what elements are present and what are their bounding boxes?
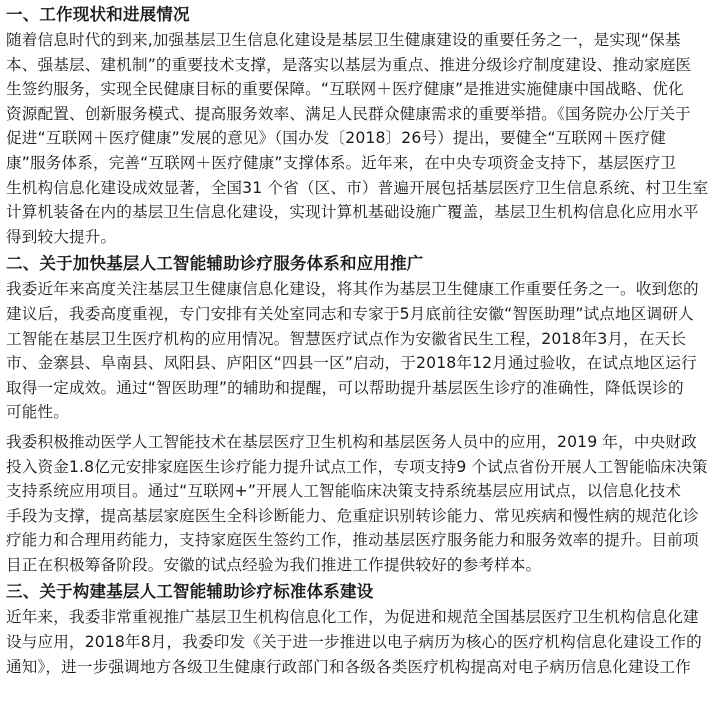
text-line: 近年来，我委非常重视推广基层卫生机构信息化工作，为促进和规范全国基层医疗卫生机构信息化建 <box>6 608 699 627</box>
document-body <box>0 1 715 679</box>
text-line: 疗能力和合理用药能力，支持家庭医生签约工作，推动基层医疗服务能力和服务效率的提升。目前项 <box>6 531 699 550</box>
text-line: 计算机装备在内的基层卫生信息化建设，实现计算机基础设施广覆盖，基层卫生机构信息化应用水平 <box>6 203 699 222</box>
text-line: 生签约服务，实现全民健康目标的重要保障。“互联网＋医疗健康”是推进实施健康中国战略、优化 <box>6 80 684 99</box>
text-line: 工智能在基层卫生医疗机构的应用情况。智慧医疗试点作为安徽省民生工程，2018年3月，在天长 <box>6 329 687 348</box>
text-line: 设与应用，2018年8月，我委印发《关于进一步推进以电子病历为核心的医疗机构信息化建设工作的 <box>6 633 702 652</box>
text-line: 支持系统应用项目。通过“互联网+”开展人工智能临床决策支持系统基层应用试点，以信息化技术 <box>6 482 682 501</box>
text-line: 取得一定成效。通过“智医助理”的辅助和提醒，可以帮助提升基层医生诊疗的准确性，降低误诊的 <box>6 378 684 397</box>
text-line: 康”服务体系，完善“互联网＋医疗健康”支撑体系。近年来，在中央专项资金支持下，基层医疗卫 <box>6 153 677 172</box>
text-line: 建议后，我委高度重视，专门安排有关处室同志和专家于5月底前往安徽“智医助理”试点地区调研人 <box>6 304 694 323</box>
text-line: 目正在积极筹备阶段。安徽的试点经验为我们推进工作提供较好的参考样本。 <box>6 555 542 574</box>
text-line: 手段为支撑，提高基层家庭医生全科诊断能力、危重症识别转诊能力、常见疾病和慢性病的规范化诊 <box>6 506 699 525</box>
text-line: 可能性。 <box>6 403 69 422</box>
text-line: 我委积极推动医学人工智能技术在基层医疗卫生机构和基层医务人员中的应用，2019 年，中央财政 <box>6 432 697 451</box>
section-heading-3: 三、关于构建基层人工智能辅助诊疗标准体系建设 <box>6 582 374 602</box>
section-3-paragraph-1 <box>6 605 715 679</box>
text-line: 促进“互联网＋医疗健康”发展的意见》（国办发〔2018〕26号）提出，要健全“互联网＋医疗健 <box>6 129 666 148</box>
section-2-paragraph-2 <box>6 430 715 578</box>
section-heading-1: 一、工作现状和进展情况 <box>6 5 190 24</box>
section-heading-2: 二、关于加快基层人工智能辅助诊疗服务体系和应用推广 <box>6 254 424 274</box>
text-line: 我委近年来高度关注基层卫生健康信息化建设，将其作为基层卫生健康工作重要任务之一。收到您的 <box>6 280 699 299</box>
text-line: 资源配置、创新服务模式、提高服务效率、满足人民群众健康需求的重要举措。《国务院办公厅关于 <box>6 104 691 123</box>
section-2-paragraph-1 <box>6 277 715 425</box>
text-line: 随着信息时代的到来,加强基层卫生信息化建设是基层卫生健康建设的重要任务之一，是实现“保基 <box>6 31 681 49</box>
text-line: 得到较大提升。 <box>6 227 117 246</box>
text-line: 通知》，进一步强调地方各级卫生健康行政部门和各级各类医疗机构提高对电子病历信息化建设工作 <box>6 657 691 676</box>
text-line: 投入资金1.8亿元安排家庭医生诊疗能力提升试点工作，专项支持9 个试点省份开展人工智能临床决策 <box>6 457 708 476</box>
text-line: 生机构信息化建设成效显著，全国31 个省（区、市）普遍开展包括基层医疗卫生信息系统、村卫生室 <box>6 178 709 197</box>
section-1-paragraph-1 <box>6 28 715 249</box>
text-line: 市、金寨县、阜南县、凤阳县、庐阳区“四县一区”启动，于2018年12月通过验收，在试点地区运行 <box>6 354 697 373</box>
text-line: 本、强基层、建机制”的重要技术支撑，是落实以基层为重点、推进分级诊疗制度建设、推动家庭医 <box>6 55 692 74</box>
